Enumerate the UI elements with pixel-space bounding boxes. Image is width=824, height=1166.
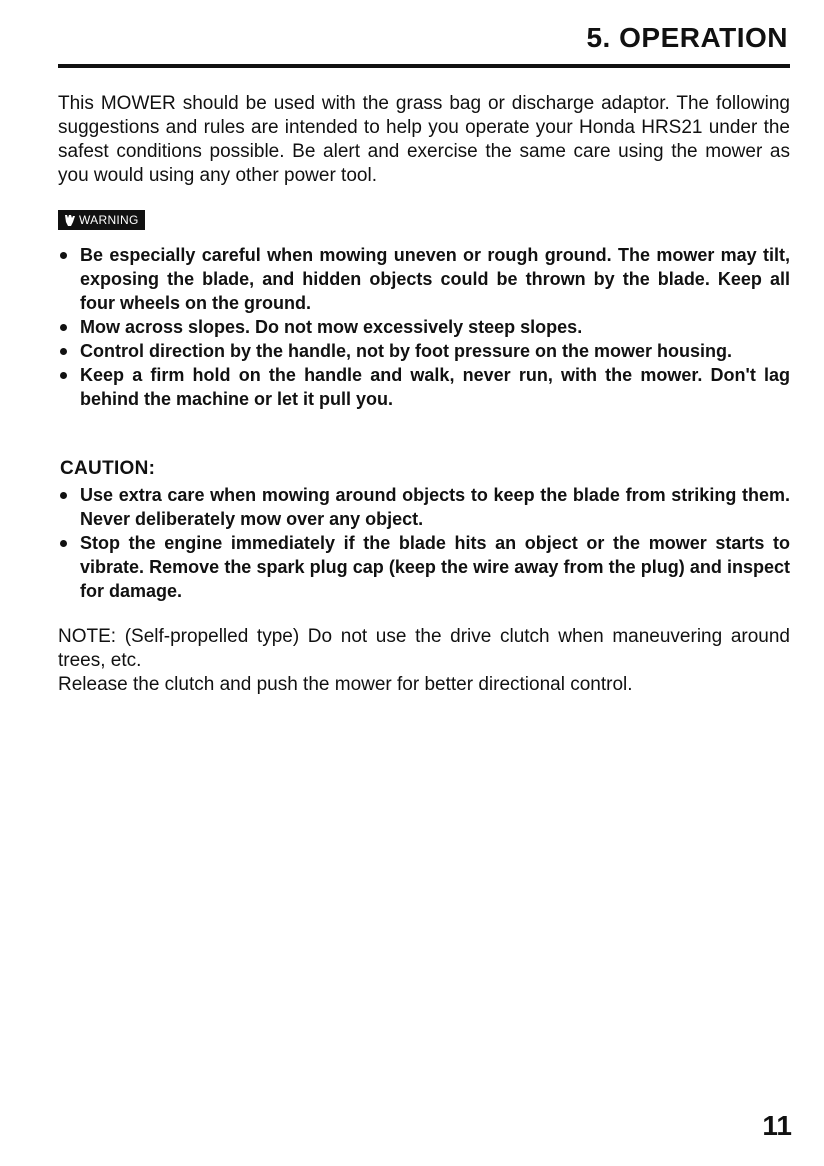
intro-text: This MOWER should be used with the grass bag or discharge adaptor. The following suggestions and rules are intended to help you operate your Honda HRS21 under the safest conditions possible. Be alert and exercise the same care using the mower as you would using any other power tool. bbox=[58, 93, 790, 186]
intro-paragraph bbox=[58, 92, 790, 188]
note-text: NOTE: (Self-propelled type) Do not use the drive clutch when maneuvering around trees, etc. bbox=[58, 626, 790, 671]
page-number: 11 bbox=[762, 1110, 792, 1141]
list-item: Use extra care when mowing around objects to keep the blade from striking them. Never deliberately mow over any object. bbox=[58, 483, 790, 531]
section-title: 5. OPERATION bbox=[586, 22, 788, 53]
list-item: Control direction by the handle, not by foot pressure on the mower housing. bbox=[58, 339, 790, 363]
note-text: Release the clutch and push the mower for better directional control. bbox=[58, 674, 633, 695]
caution-list bbox=[58, 483, 790, 603]
note-section bbox=[58, 625, 790, 697]
list-item: Mow across slopes. Do not mow excessively steep slopes. bbox=[58, 315, 790, 339]
caution-heading: CAUTION: bbox=[60, 458, 156, 479]
list-item: Keep a firm hold on the handle and walk, never run, with the mower. Don't lag behind the machine or let it pull you. bbox=[58, 363, 790, 411]
warning-list bbox=[58, 243, 790, 411]
header-divider bbox=[58, 64, 790, 68]
warning-badge-label: WARNING bbox=[79, 213, 139, 227]
list-item: Stop the engine immediately if the blade hits an object or the mower starts to vibrate. Remove the spark plug cap (keep the wire away from the plug) and inspect for damage. bbox=[58, 531, 790, 603]
warning-badge bbox=[58, 210, 145, 230]
warning-hand-icon bbox=[63, 214, 76, 227]
list-item: Be especially careful when mowing uneven or rough ground. The mower may tilt, exposing the blade, and hidden objects could be thrown by the blade. Keep all four wheels on the ground. bbox=[58, 243, 790, 315]
